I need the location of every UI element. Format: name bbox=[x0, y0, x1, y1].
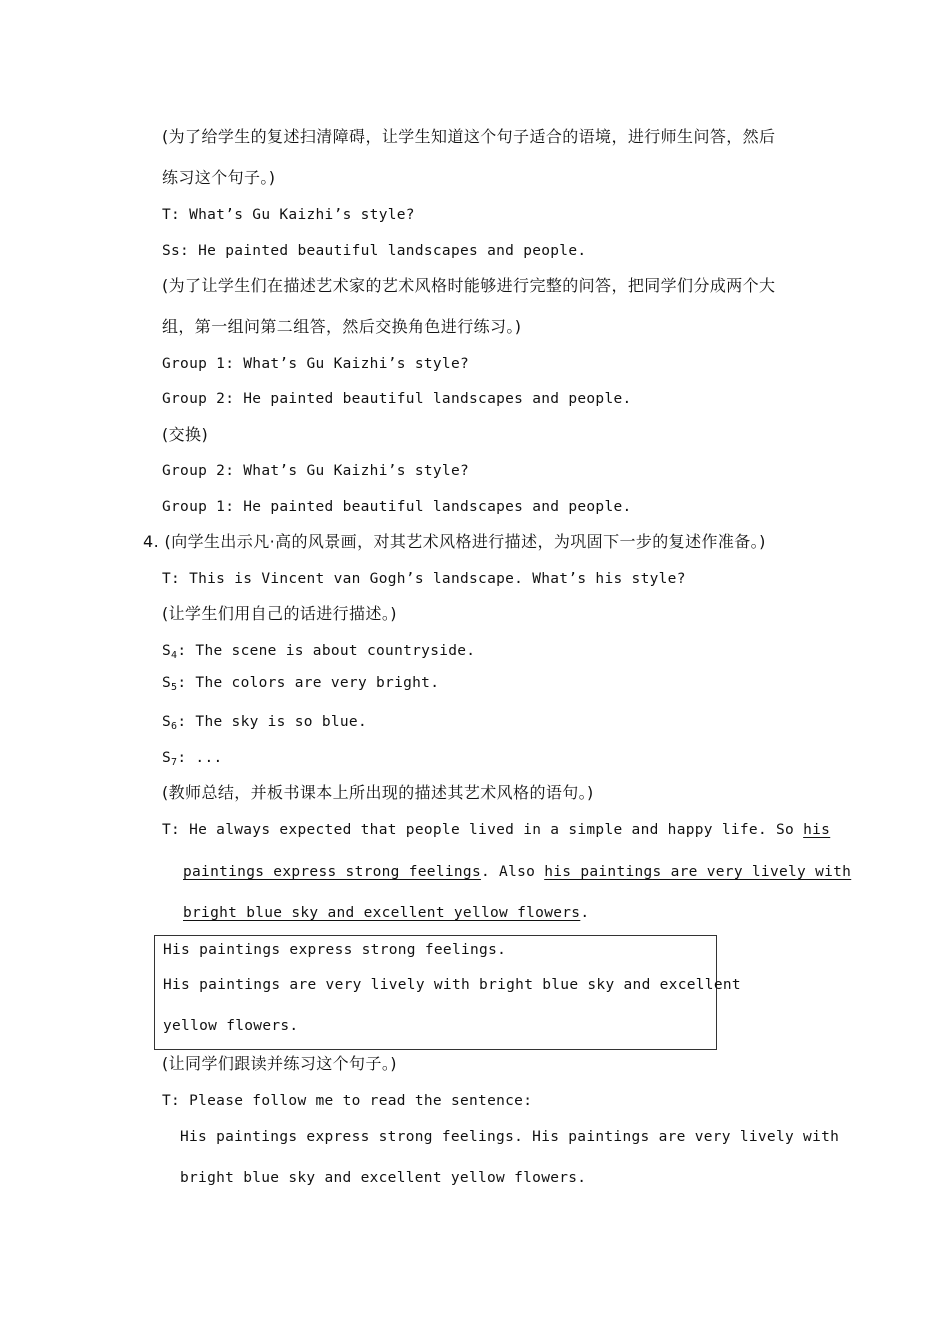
line-5: (为了让学生们在描述艺术家的艺术风格时能够进行完整的问答，把同学们分成两个大 bbox=[162, 276, 776, 295]
line-14: (让学生们用自己的话进行描述。) bbox=[162, 604, 397, 623]
line-1: (为了给学生的复述扫清障碍，让学生知道这个句子适合的语境，进行师生问答，然后 bbox=[162, 127, 776, 146]
teacher-summary-line-3: bright blue sky and excellent yellow flowers. bbox=[183, 905, 590, 921]
line-10: Group 2: What’s Gu Kaizhi’s style? bbox=[162, 463, 470, 479]
line-26: bright blue sky and excellent yellow flowers. bbox=[180, 1170, 587, 1186]
line-23: (让同学们跟读并练习这个句子。) bbox=[162, 1054, 397, 1073]
student-5-line: $S_5$: The colors are very bright. bbox=[162, 675, 440, 693]
box-line-1: His paintings express strong feelings. bbox=[163, 942, 507, 958]
line-11: Group 1: He painted beautiful landscapes and people. bbox=[162, 499, 632, 515]
box-line-3: yellow flowers. bbox=[163, 1018, 299, 1034]
line-9: (交换) bbox=[162, 425, 209, 444]
student-6-line: $S_6$: The sky is so blue. bbox=[162, 714, 367, 732]
line-3: T: What’s Gu Kaizhi’s style? bbox=[162, 207, 415, 223]
teacher-summary-line-1: T: He always expected that people lived in a simple and happy life. So his bbox=[162, 822, 831, 838]
line-8: Group 2: He painted beautiful landscapes and people. bbox=[162, 391, 632, 407]
line-7: Group 1: What’s Gu Kaizhi’s style? bbox=[162, 356, 470, 372]
line-25: His paintings express strong feelings. His paintings are very lively with bbox=[180, 1129, 840, 1145]
student-4-line: $S_4$: The scene is about countryside. bbox=[162, 643, 476, 661]
teacher-summary-line-2: paintings express strong feelings. Also his paintings are very lively with bbox=[183, 864, 852, 880]
line-19: (教师总结，并板书课本上所出现的描述其艺术风格的语句。) bbox=[162, 783, 594, 802]
line-4: Ss: He painted beautiful landscapes and people. bbox=[162, 243, 587, 259]
line-6: 组，第一组问第二组答，然后交换角色进行练习。) bbox=[162, 317, 522, 336]
line-13: T: This is Vincent van Gogh’s landscape. What’s his style? bbox=[162, 571, 686, 587]
line-12: 4. (向学生出示凡·高的风景画，对其艺术风格进行描述，为巩固下一步的复述作准备。) bbox=[143, 532, 766, 551]
box-line-2: His paintings are very lively with bright blue sky and excellent bbox=[163, 977, 741, 993]
line-2: 练习这个句子。) bbox=[162, 168, 276, 187]
student-7-line: $S_7$: ... bbox=[162, 750, 223, 768]
line-24: T: Please follow me to read the sentence: bbox=[162, 1093, 533, 1109]
